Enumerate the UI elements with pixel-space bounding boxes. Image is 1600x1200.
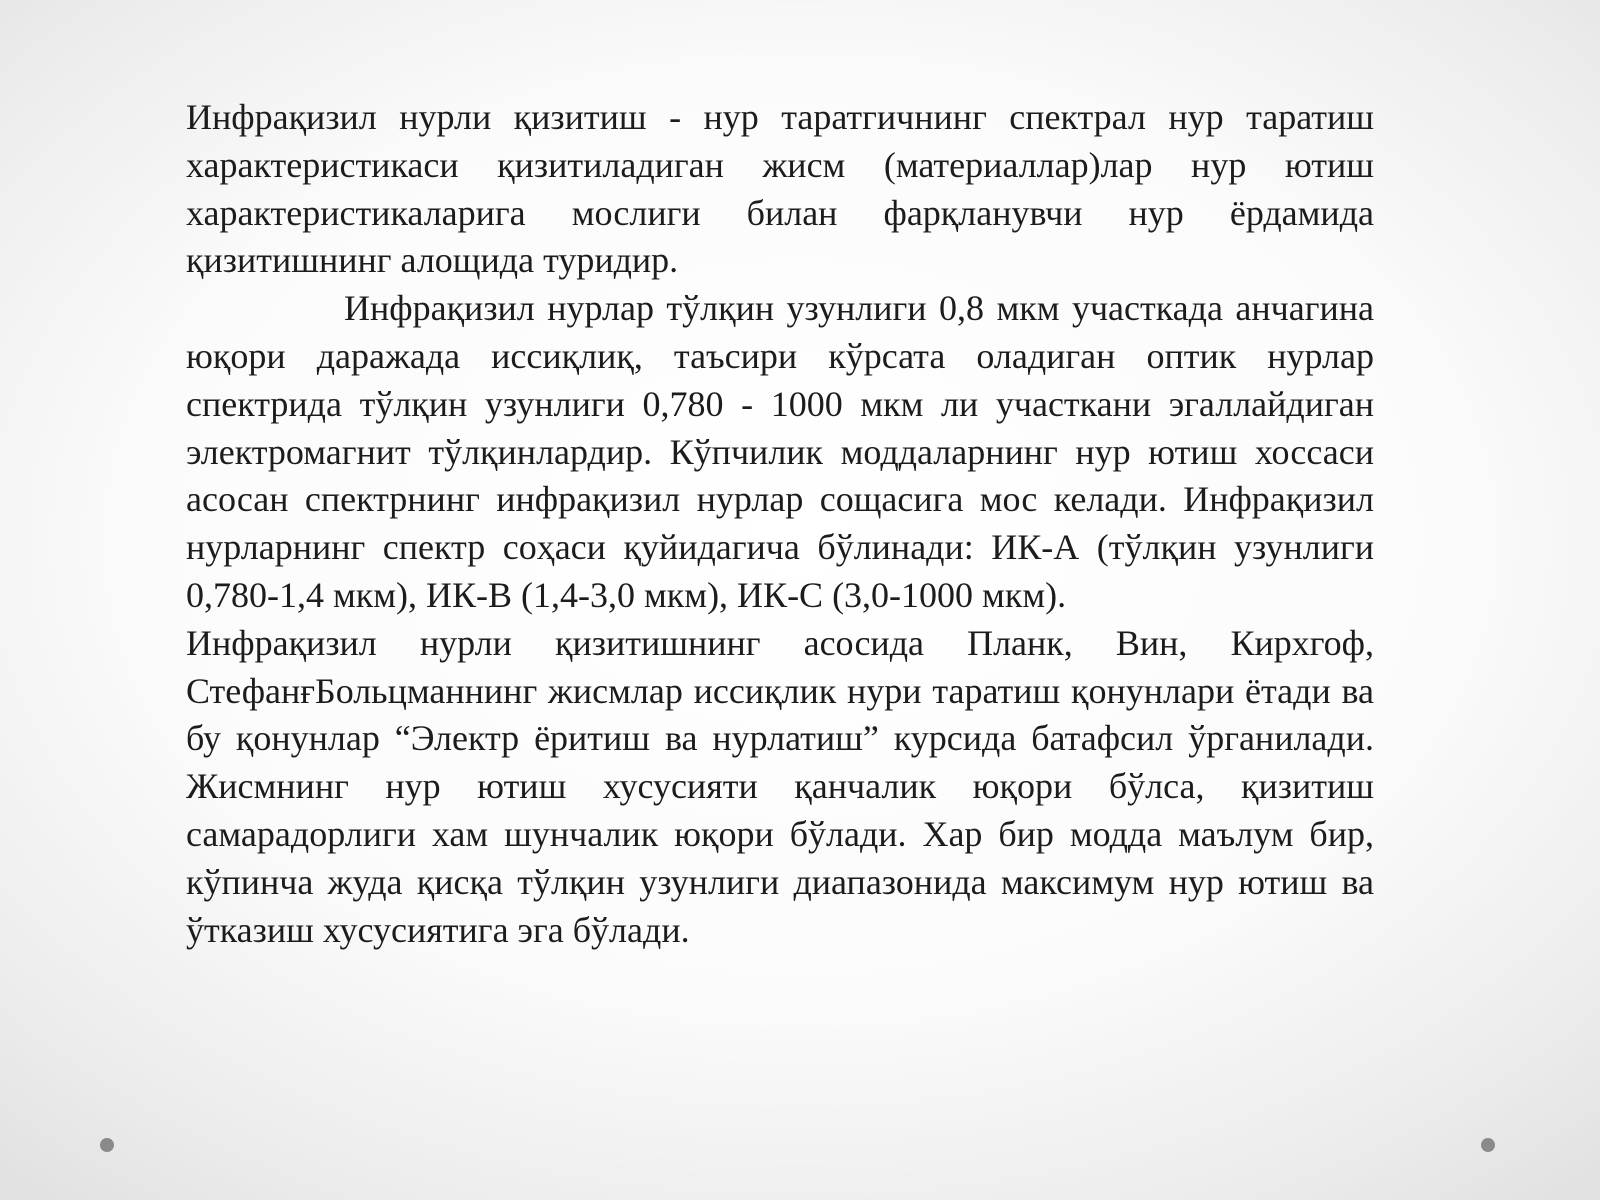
- decorative-dot-left: [100, 1138, 114, 1152]
- slide-text-body: [186, 94, 1374, 954]
- paragraph-laws: Инфрақизил нурли қизитишнинг асосида Планк, Вин, Кирхгоф, СтефанғБольцманнинг жисмлар иссиқлик нури таратиш қонунлари ётади ва бу қонунлар “Электр ёритиш ва нурлатиш” курсида батафсил ўрганилади. Жисмнинг нур ютиш хусусияти қанчалик юқори бўлса, қизитиш самарадорлиги хам шунчалик юқори бўлади. Хар бир модда маълум бир, кўпинча жуда қисқа тўлқин узунлиги диапазонида максимум нур ютиш ва ўтказиш хусусиятига эга бўлади.: [186, 622, 1374, 950]
- paragraph-wavelength: [186, 285, 1374, 620]
- paragraph-wavelength-text: Инфрақизил нурлар тўлқин узунлиги 0,8 мкм участкада анчагина юқори даражада иссиқлиқ, таъсири кўрсата оладиган оптик нурлар спектрида тўлқин узунлиги 0,780 - 1000 мкм ли участкани эгаллайдиган электромагнит тўлқинлардир. Кўпчилик моддаларнинг нур ютиш хоссаси асосан спектрнинг инфрақизил нурлар сощасига мос келади. Инфрақизил нурларнинг спектр соҳаси қуйидагича бўлинади: ИК-А (тўлқин узунлиги 0,780-1,4 мкм), ИК-В (1,4-3,0 мкм), ИК-С (3,0-1000 мкм).: [186, 288, 1374, 615]
- decorative-dot-right: [1481, 1138, 1495, 1152]
- paragraph-intro: Инфрақизил нурли қизитиш - нур таратгичнинг спектрал нур таратиш характеристикаси қизитиладиган жисм (материаллар)лар нур ютиш характеристикаларига мослиги билан фарқланувчи нур ёрдамида қизитишнинг алощида туридир.: [186, 97, 1374, 281]
